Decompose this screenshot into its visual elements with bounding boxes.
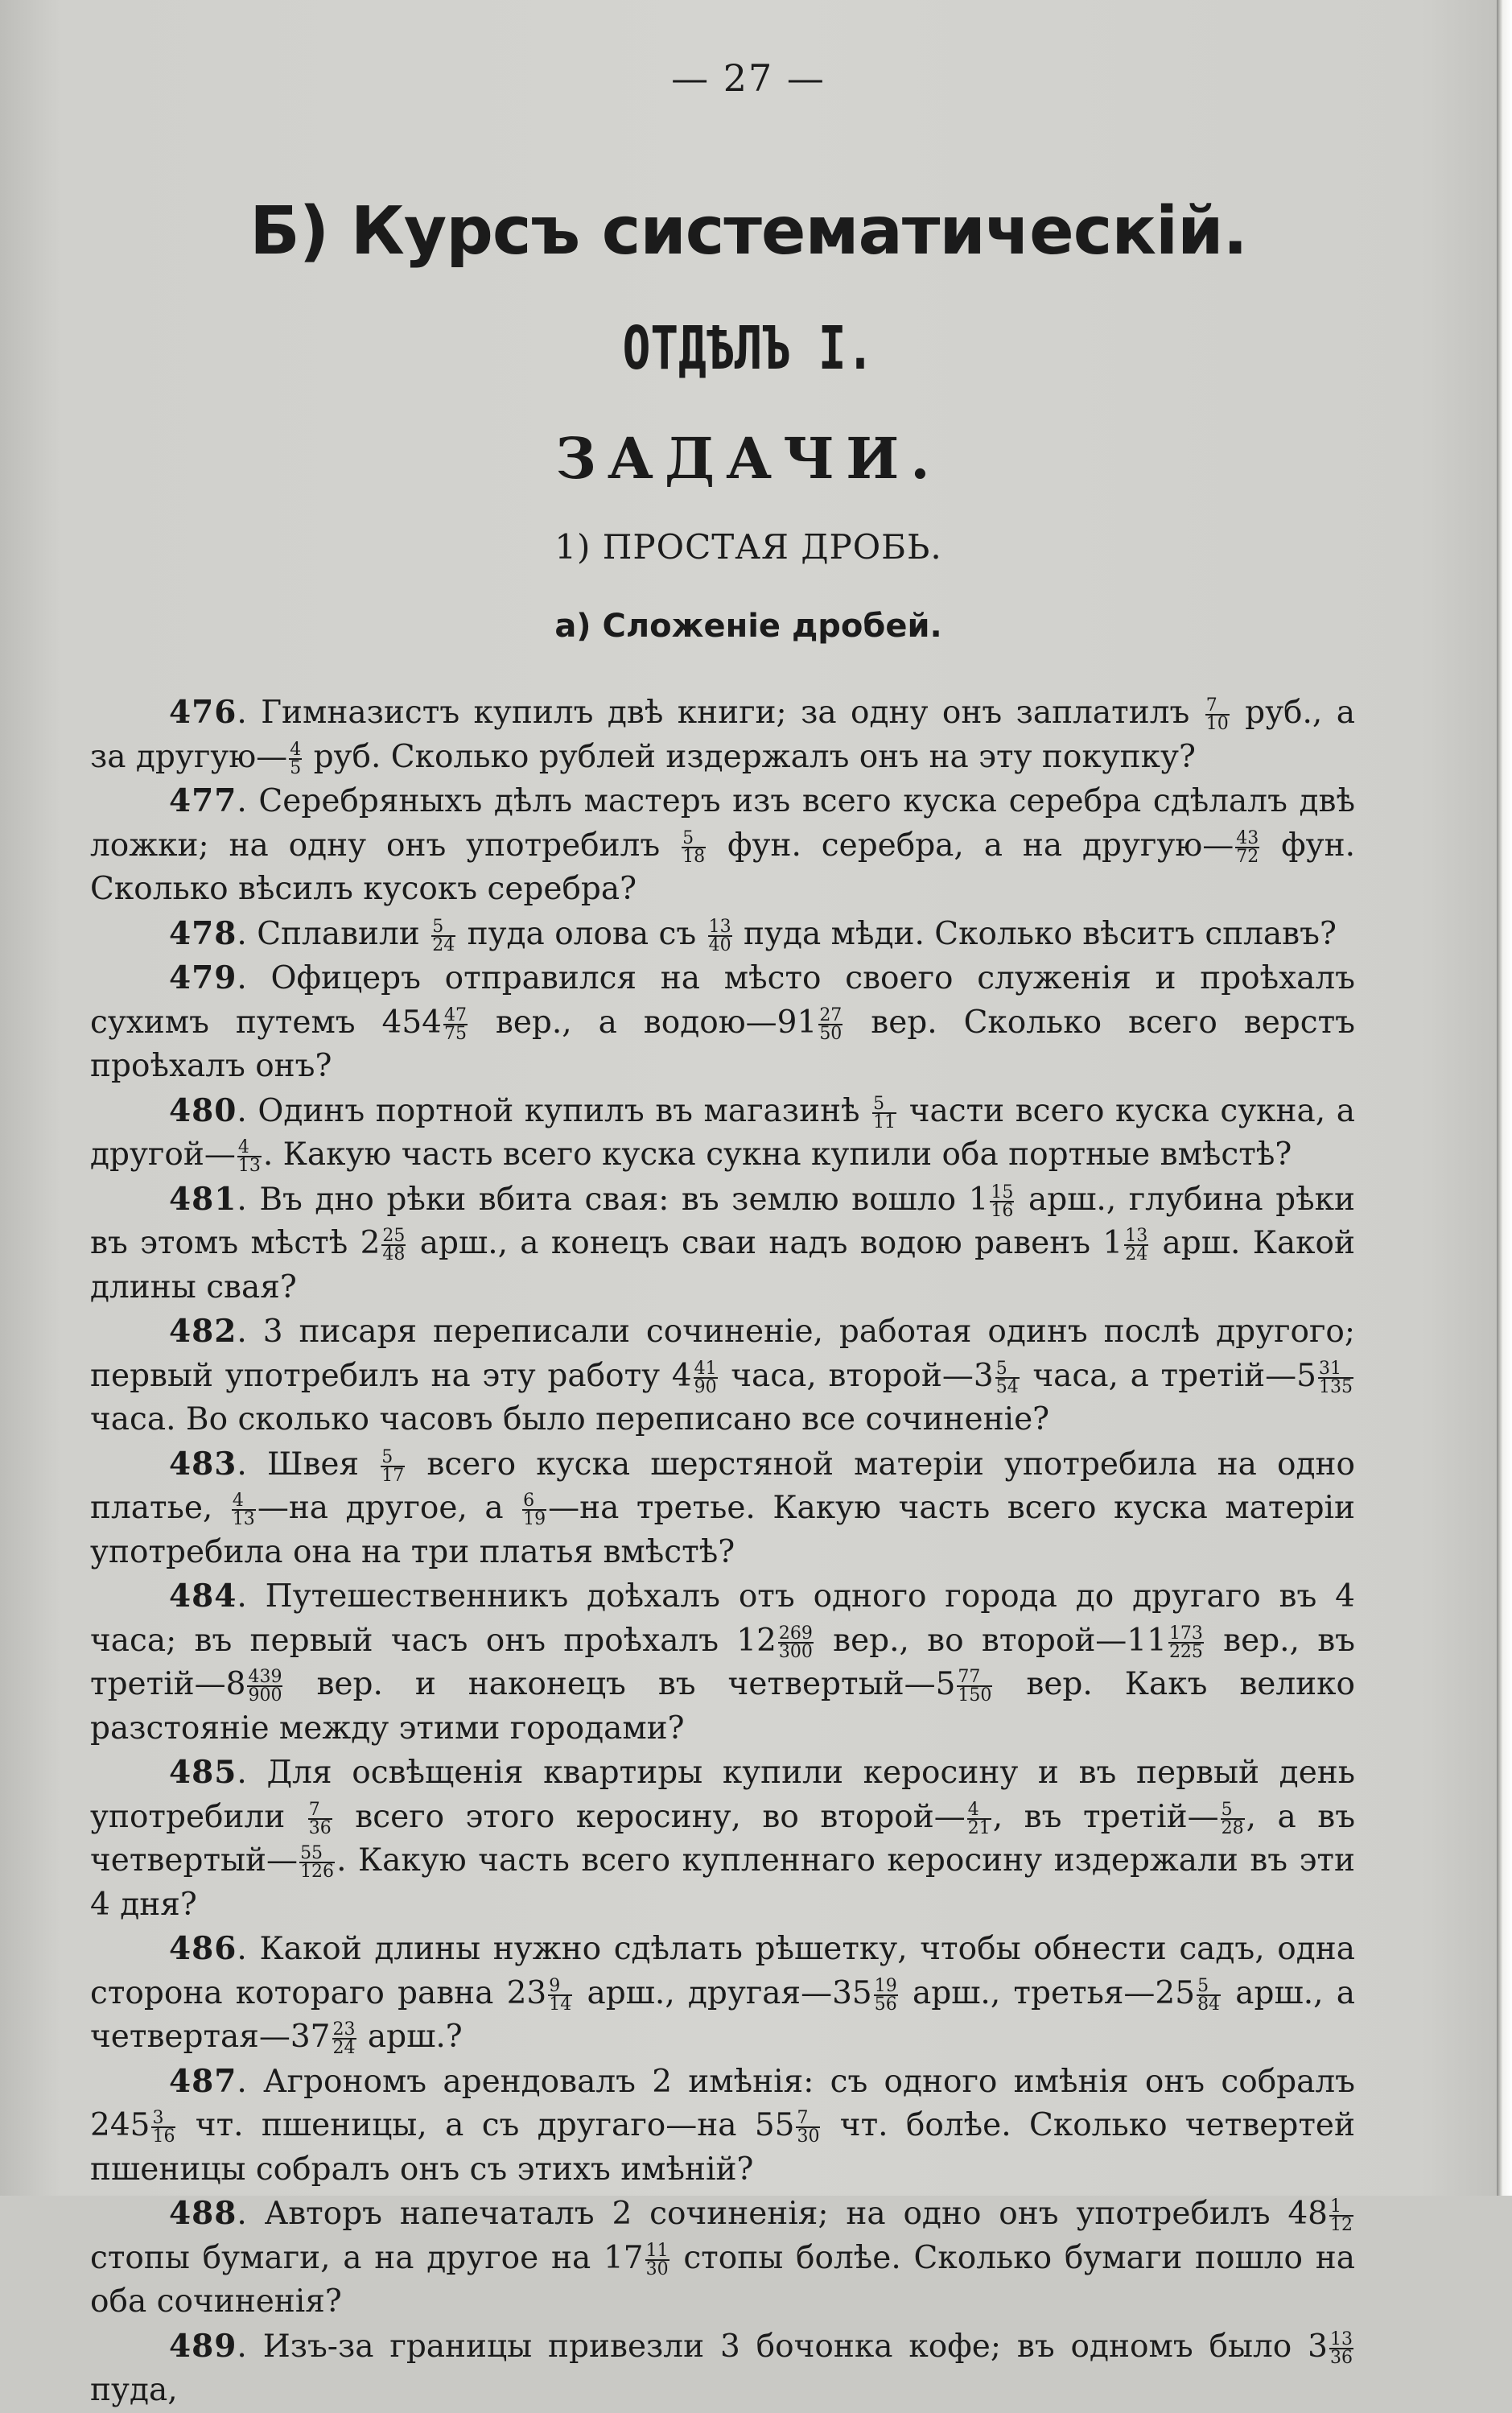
problem-text: . 3 писаря переписали сочиненіе, работая одинъ послѣ другого; первый употребилъ на эту работу 4 bbox=[90, 1314, 1355, 1394]
fraction bbox=[548, 1975, 572, 2015]
fraction bbox=[694, 1360, 718, 1396]
problem-text: часа. Во сколько часовъ было переписано все сочиненіе? bbox=[90, 1401, 1050, 1437]
fraction-denominator: 36 bbox=[308, 1817, 332, 1838]
fraction bbox=[332, 2021, 356, 2056]
problem-text: пуда мѣди. Сколько вѣситъ сплавъ? bbox=[733, 915, 1337, 952]
problem-486 bbox=[90, 1927, 1355, 2060]
fraction bbox=[299, 1845, 335, 1880]
problem-text: , а въ четвертый— bbox=[90, 1798, 1356, 1879]
fraction-denominator: 126 bbox=[300, 1862, 335, 1882]
problem-text: . Сплавили bbox=[237, 915, 431, 952]
problem-text: арш. Какой длины свая? bbox=[90, 1225, 1356, 1305]
fraction-denominator: 56 bbox=[874, 1994, 897, 2015]
fraction-numerator: 439 bbox=[248, 1667, 282, 1687]
fraction-denominator: 150 bbox=[958, 1685, 992, 1706]
problem-483 bbox=[90, 1442, 1355, 1575]
fraction-denominator: 5 bbox=[290, 757, 302, 778]
fraction-denominator: 10 bbox=[1205, 714, 1229, 734]
fraction-denominator: 18 bbox=[682, 846, 706, 867]
fraction-numerator: 4 bbox=[967, 1801, 991, 1820]
problem-number: 485 bbox=[169, 1754, 237, 1791]
problem-text: вер., а водою—91 bbox=[468, 1004, 818, 1041]
fraction-numerator: 25 bbox=[382, 1226, 406, 1246]
problem-text: руб. Сколько рублей издержалъ онъ на эту покупку? bbox=[303, 738, 1196, 775]
fraction bbox=[967, 1801, 991, 1837]
problem-text: —на третье. Какую часть всего куска матеріи употребила она на три платья вмѣстѣ? bbox=[90, 1490, 1355, 1570]
fraction bbox=[990, 1184, 1014, 1219]
fraction-denominator: 19 bbox=[523, 1509, 546, 1529]
topic-heading: а) Сложеніе дробей. bbox=[554, 608, 942, 645]
fraction bbox=[289, 741, 302, 777]
problem-479 bbox=[90, 956, 1355, 1089]
problem-text: фун. Сколько вѣсилъ кусокъ серебра? bbox=[90, 827, 1355, 907]
course-heading: Б) Курсъ систематическій. bbox=[249, 193, 1247, 270]
fraction-numerator: 4 bbox=[232, 1492, 256, 1511]
problem-number: 484 bbox=[169, 1578, 237, 1615]
problem-487 bbox=[90, 2060, 1355, 2192]
fraction-numerator: 5 bbox=[381, 1449, 405, 1467]
fraction bbox=[1235, 827, 1259, 867]
fraction-denominator: 14 bbox=[549, 1994, 572, 2015]
fraction bbox=[1124, 1227, 1148, 1263]
problem-476 bbox=[90, 691, 1355, 779]
fraction-denominator: 13 bbox=[237, 1156, 261, 1176]
fraction-numerator: 31 bbox=[1318, 1360, 1353, 1379]
problem-number: 489 bbox=[169, 2327, 237, 2365]
fraction-denominator: 135 bbox=[1319, 1376, 1353, 1397]
fraction-denominator: 75 bbox=[443, 1023, 467, 1044]
fraction-numerator: 13 bbox=[1125, 1226, 1148, 1246]
fraction-numerator: 1 bbox=[1329, 2198, 1353, 2217]
fraction-denominator: 48 bbox=[382, 1244, 406, 1264]
fraction-denominator: 225 bbox=[1168, 1641, 1203, 1662]
problem-text: . Серебряныхъ дѣлъ мастеръ изъ всего куска серебра сдѣлалъ двѣ ложки; на одну онъ употребилъ bbox=[90, 783, 1355, 864]
problem-text: стопы болѣе. Сколько бумаги пошло на оба сочиненія? bbox=[90, 2239, 1355, 2320]
problem-text: пуда, bbox=[90, 2372, 178, 2408]
fraction-denominator: 72 bbox=[1236, 846, 1259, 867]
fraction-denominator: 90 bbox=[694, 1376, 717, 1397]
fraction-denominator: 16 bbox=[152, 2126, 175, 2147]
fraction-denominator: 12 bbox=[1330, 2215, 1353, 2235]
problem-text: всего этого керосину, во второй— bbox=[333, 1798, 966, 1835]
fraction bbox=[1205, 697, 1230, 732]
fraction-denominator: 21 bbox=[967, 1817, 991, 1838]
problem-number: 487 bbox=[169, 2062, 237, 2100]
fraction-numerator: 23 bbox=[332, 2019, 356, 2040]
fraction-numerator: 27 bbox=[819, 1004, 843, 1025]
problem-text: . Офицеръ отправился на мѣсто своего служенія и проѣхалъ сухимъ путемъ 454 bbox=[90, 960, 1355, 1041]
fraction bbox=[1329, 2198, 1353, 2234]
problem-text: . Въ дно рѣки вбита свая: въ землю вошло 1 bbox=[237, 1181, 989, 1218]
fraction bbox=[1221, 1801, 1245, 1837]
fraction-numerator: 4 bbox=[290, 739, 302, 760]
page-number: — 27 — bbox=[671, 56, 826, 100]
fraction-numerator: 47 bbox=[443, 1004, 467, 1025]
problem-text: —на другое, а bbox=[257, 1490, 521, 1526]
fraction-denominator: 24 bbox=[432, 934, 455, 955]
problem-text: арш., а конецъ сваи надъ водою равенъ 1 bbox=[407, 1225, 1123, 1261]
fraction-numerator: 9 bbox=[548, 1978, 572, 1996]
fraction-numerator: 5 bbox=[872, 1095, 896, 1114]
fraction-denominator: 40 bbox=[708, 934, 731, 955]
fraction bbox=[708, 918, 732, 954]
fraction-numerator: 55 bbox=[299, 1845, 335, 1863]
problem-text: руб., а за другую— bbox=[90, 695, 1355, 775]
problem-text: . Агрономъ арендовалъ 2 имѣнія: съ одного имѣнія онъ собралъ 245 bbox=[90, 2063, 1355, 2143]
problem-number: 486 bbox=[169, 1930, 237, 1967]
fraction-numerator: 7 bbox=[1205, 697, 1230, 716]
problem-number: 488 bbox=[169, 2195, 237, 2232]
fraction-denominator: 30 bbox=[645, 2258, 669, 2279]
fraction bbox=[874, 1975, 898, 2015]
problem-text: вер., во второй—11 bbox=[814, 1622, 1167, 1659]
fraction-numerator: 13 bbox=[708, 916, 731, 937]
fraction bbox=[645, 2242, 669, 2278]
problem-text: чт. болѣе. Сколько четвертей пшеницы собралъ онъ съ этихъ имѣній? bbox=[90, 2107, 1355, 2188]
fraction-denominator: 54 bbox=[995, 1376, 1019, 1397]
section-heading: ОТДѢЛЪ I. bbox=[622, 314, 875, 383]
fraction bbox=[796, 2110, 820, 2145]
fraction-numerator: 19 bbox=[874, 1975, 897, 1996]
problem-text: арш., третья—25 bbox=[899, 1974, 1196, 2011]
problem-text: фун. серебра, а на другую— bbox=[707, 827, 1234, 864]
fraction-denominator: 28 bbox=[1221, 1817, 1244, 1838]
problem-text: , въ третій— bbox=[992, 1798, 1219, 1835]
problem-text: всего куска шерстяной матеріи употребила на одно платье, bbox=[90, 1446, 1355, 1526]
problem-text: . Какой длины нужно сдѣлать рѣшетку, чтобы обнести садъ, одна сторона котораго равна 23 bbox=[90, 1931, 1355, 2011]
fraction-denominator: 24 bbox=[1125, 1244, 1148, 1264]
page-edge bbox=[1497, 0, 1512, 2196]
fraction bbox=[872, 1095, 896, 1131]
fraction-numerator: 15 bbox=[991, 1182, 1014, 1202]
fraction bbox=[381, 1446, 405, 1486]
problem-484 bbox=[90, 1574, 1355, 1751]
fraction bbox=[237, 1139, 262, 1174]
fraction bbox=[232, 1492, 256, 1528]
fraction bbox=[682, 827, 706, 867]
fraction-numerator: 5 bbox=[431, 918, 455, 937]
problem-number: 481 bbox=[169, 1180, 237, 1218]
fraction bbox=[995, 1360, 1020, 1396]
problem-text: . Изъ-за границы привезли 3 бочонка кофе; въ одномъ было 3 bbox=[237, 2328, 1328, 2365]
problem-text: . Какую часть всего куска сукна купили оба портные вмѣстѣ? bbox=[262, 1136, 1292, 1173]
problem-text: . Для освѣщенія квартиры купили керосину и въ первый день употребили bbox=[90, 1755, 1355, 1835]
problem-number: 477 bbox=[169, 782, 237, 819]
fraction-denominator: 24 bbox=[332, 2038, 356, 2058]
fraction-numerator: 3 bbox=[151, 2110, 175, 2128]
problem-text: . Какую часть всего купленнаго керосину издержали въ эти 4 дня? bbox=[90, 1842, 1355, 1923]
fraction bbox=[247, 1668, 282, 1704]
problem-number: 478 bbox=[169, 914, 237, 952]
fraction-numerator: 43 bbox=[1236, 827, 1259, 848]
fraction-denominator: 16 bbox=[991, 1200, 1014, 1221]
problem-text: . Авторъ напечаталъ 2 сочиненія; на одно онъ употребилъ 48 bbox=[237, 2196, 1328, 2232]
fraction bbox=[778, 1625, 814, 1660]
fraction-numerator: 4 bbox=[237, 1139, 262, 1157]
fraction bbox=[1168, 1625, 1204, 1660]
fraction-numerator: 5 bbox=[1197, 1978, 1221, 1996]
problem-text: стопы бумаги, а на другое на 17 bbox=[90, 2239, 644, 2276]
fraction bbox=[1197, 1975, 1221, 2015]
subsection-heading: 1) ПРОСТАЯ ДРОБЬ. bbox=[554, 527, 942, 567]
problem-text: арш., другая—35 bbox=[574, 1974, 872, 2011]
problem-number: 479 bbox=[169, 959, 237, 996]
problem-number: 482 bbox=[169, 1313, 237, 1350]
fraction bbox=[151, 2110, 175, 2145]
fraction-numerator: 77 bbox=[957, 1668, 992, 1687]
fraction bbox=[431, 918, 455, 954]
fraction bbox=[957, 1668, 992, 1704]
fraction-numerator: 11 bbox=[645, 2240, 669, 2261]
fraction-numerator: 6 bbox=[522, 1492, 546, 1511]
problem-text: пуда олова съ bbox=[457, 915, 707, 952]
problem-text: часа, второй—3 bbox=[719, 1357, 994, 1394]
problem-text: арш.? bbox=[357, 2019, 463, 2055]
problem-number: 480 bbox=[169, 1091, 237, 1129]
problem-478 bbox=[90, 912, 1355, 957]
fraction bbox=[308, 1801, 332, 1837]
problem-text: . Гимназистъ купилъ двѣ книги; за одну онъ заплатилъ bbox=[237, 695, 1204, 731]
problem-text: арш., а четвертая—37 bbox=[90, 1974, 1355, 2055]
fraction bbox=[1329, 2328, 1353, 2368]
problem-list bbox=[90, 691, 1355, 2413]
fraction-denominator: 50 bbox=[819, 1023, 843, 1044]
problem-480 bbox=[90, 1089, 1355, 1178]
problem-text: арш., глубина рѣки въ этомъ мѣстѣ 2 bbox=[90, 1181, 1356, 1261]
problem-text: вер. и наконецъ въ четвертый—5 bbox=[284, 1666, 956, 1702]
problem-text: вер., въ третій—8 bbox=[90, 1622, 1355, 1702]
fraction-denominator: 30 bbox=[797, 2126, 820, 2147]
problem-text: . Одинъ портной купилъ въ магазинѣ bbox=[237, 1092, 871, 1129]
fraction bbox=[818, 1004, 843, 1044]
problem-text: вер. Сколько всего верстъ проѣхалъ онъ? bbox=[90, 1004, 1356, 1084]
fraction-denominator: 300 bbox=[778, 1641, 813, 1662]
problem-485 bbox=[90, 1751, 1355, 1927]
problem-481 bbox=[90, 1178, 1355, 1310]
fraction-denominator: 13 bbox=[232, 1509, 255, 1529]
tasks-heading: ЗАДАЧИ. bbox=[555, 425, 941, 492]
fraction-denominator: 900 bbox=[248, 1685, 282, 1706]
fraction-numerator: 5 bbox=[995, 1360, 1020, 1379]
fraction-denominator: 11 bbox=[873, 1112, 896, 1132]
fraction-denominator: 36 bbox=[1330, 2347, 1353, 2368]
fraction bbox=[522, 1492, 546, 1528]
problem-477 bbox=[90, 779, 1355, 912]
fraction-numerator: 7 bbox=[796, 2110, 820, 2128]
fraction-numerator: 269 bbox=[778, 1623, 813, 1644]
problem-number: 483 bbox=[169, 1445, 237, 1483]
fraction-numerator: 173 bbox=[1168, 1623, 1203, 1644]
fraction-numerator: 5 bbox=[1221, 1801, 1245, 1820]
fraction bbox=[443, 1004, 468, 1044]
fraction bbox=[381, 1227, 406, 1263]
fraction-denominator: 17 bbox=[381, 1465, 405, 1486]
problem-text: . Путешественникъ доѣхалъ отъ одного города до другаго въ 4 часа; въ первый часъ онъ проѣхалъ 12 bbox=[90, 1578, 1355, 1659]
problem-text: . Швея bbox=[237, 1446, 380, 1483]
problem-489 bbox=[90, 2324, 1355, 2413]
fraction-numerator: 13 bbox=[1330, 2328, 1353, 2349]
problem-text: чт. пшеницы, а съ другаго—на 55 bbox=[177, 2107, 795, 2143]
fraction-numerator: 5 bbox=[682, 830, 706, 848]
problem-488 bbox=[90, 2192, 1355, 2324]
problem-text: часа, а третій—5 bbox=[1020, 1357, 1316, 1394]
fraction-denominator: 84 bbox=[1197, 1994, 1221, 2015]
problem-number: 476 bbox=[169, 694, 237, 731]
fraction-numerator: 7 bbox=[308, 1801, 332, 1820]
problem-text: вер. Какъ велико разстояніе между этими городами? bbox=[90, 1666, 1356, 1747]
problem-482 bbox=[90, 1310, 1355, 1442]
fraction-numerator: 41 bbox=[694, 1358, 717, 1379]
fraction bbox=[1318, 1360, 1353, 1396]
problem-text: части всего куска сукна, а другой— bbox=[90, 1092, 1356, 1173]
